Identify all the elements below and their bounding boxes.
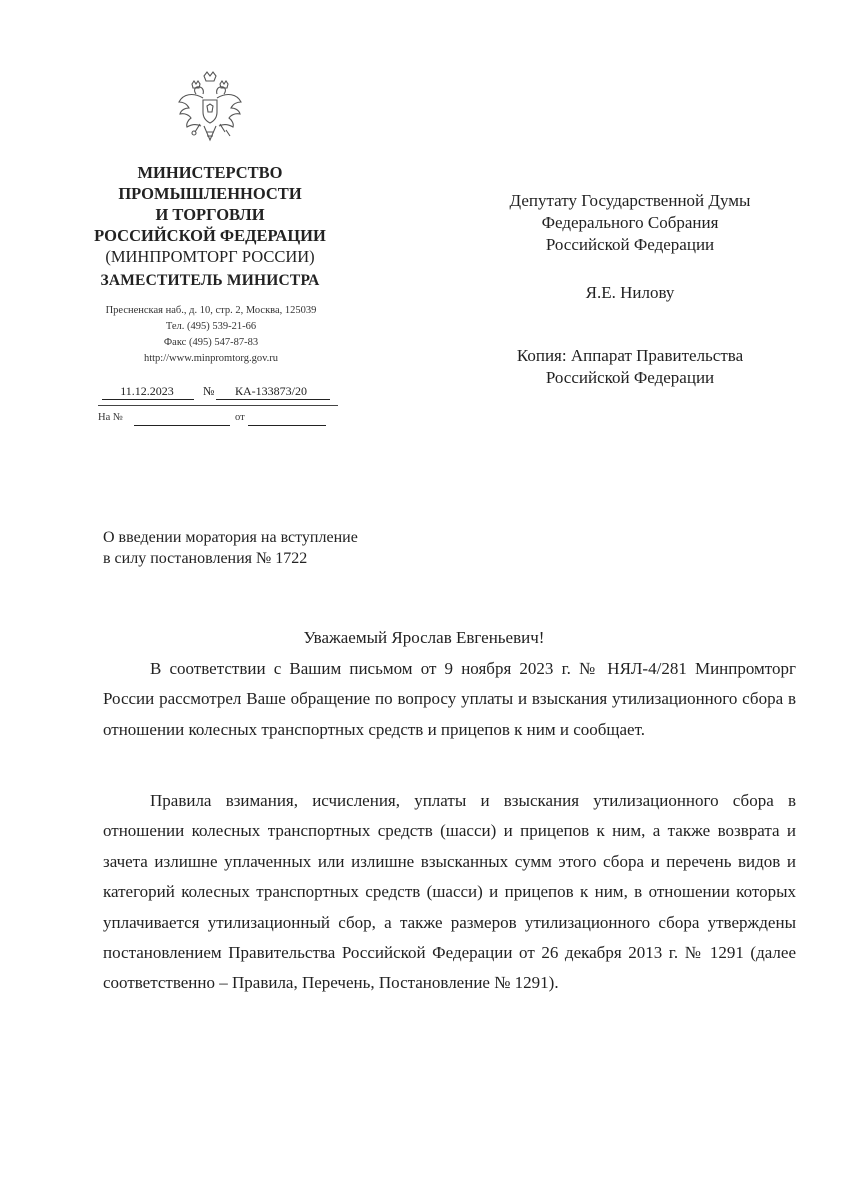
reference-number-blank: [134, 425, 230, 426]
body-paragraph: Правила взимания, исчисления, уплаты и взыскания утилизационного сбора в отношении колесных транспортных средств (шасси) и прицепов к ним, а также возврата и зачета излишне уплаченных или излишне взысканных сумм этого сбора и перечень видов и категорий колесных транспортных средств (шасси) и прицепов к ним, в отношении которых уплачивается утилизационный сбор, а также размеров утилизационного сбора утверждены постановлением Правительства Российской Федерации от 26 декабря 2013 г. № 1291 (далее соответственно – Правила, Перечень, Постановление № 1291).: [103, 791, 796, 993]
number-underline: [216, 399, 330, 400]
registration-line: [88, 384, 338, 402]
addressee-person: Я.Е. Нилову: [585, 283, 675, 302]
header-divider: [98, 405, 338, 406]
ministry-line: РОССИЙСКОЙ ФЕДЕРАЦИИ: [94, 226, 326, 245]
ministry-contacts: [80, 303, 342, 367]
registration-date: 11.12.2023: [120, 384, 174, 398]
addressee-line: Федерального Собрания: [541, 213, 719, 232]
addressee-block: [480, 190, 780, 256]
date-underline: [102, 399, 194, 400]
reference-line: [98, 412, 338, 428]
copy-line: Копия: Аппарат Правительства: [516, 346, 744, 365]
reference-label: На №: [98, 412, 123, 423]
ministry-line: МИНИСТЕРСТВО: [137, 163, 283, 182]
signatory-position: ЗАМЕСТИТЕЛЬ МИНИСТРА: [100, 272, 320, 289]
registration-number: КА-133873/20: [235, 384, 307, 398]
ministry-short-name: (МИНПРОМТОРГ РОССИИ): [105, 247, 315, 266]
ministry-phone: Тел. (495) 539-21-66: [165, 321, 257, 332]
subject-line: О введении моратория на вступление: [103, 529, 358, 546]
ministry-name: [90, 162, 330, 267]
copy-recipient: [480, 345, 780, 389]
letter-subject: [103, 527, 423, 569]
addressee-line: Российской Федерации: [545, 235, 715, 254]
number-sign: №: [203, 384, 215, 398]
coat-of-arms-icon: [176, 70, 244, 150]
ministry-line: ПРОМЫШЛЕННОСТИ: [118, 184, 302, 203]
reference-from-label: от: [235, 412, 245, 423]
greeting: Уважаемый Ярослав Евгеньевич!: [303, 628, 545, 647]
ministry-fax: Факс (495) 547-87-83: [163, 337, 259, 348]
addressee-line: Депутату Государственной Думы: [509, 191, 751, 210]
body-paragraph: В соответствии с Вашим письмом от 9 ноября 2023 г. № НЯЛ-4/281 Минпромторг России рассмотрел Ваше обращение по вопросу уплаты и взыскания утилизационного сбора в отношении колесных транспортных средств и прицепов к ним и сообщает.: [103, 659, 796, 739]
reference-date-blank: [248, 425, 326, 426]
subject-line: в силу постановления № 1722: [103, 550, 308, 567]
ministry-line: И ТОРГОВЛИ: [155, 205, 265, 224]
copy-line: Российской Федерации: [545, 368, 715, 387]
ministry-website: http://www.minpromtorg.gov.ru: [143, 353, 279, 364]
ministry-address: Пресненская наб., д. 10, стр. 2, Москва, 125039: [105, 305, 317, 316]
